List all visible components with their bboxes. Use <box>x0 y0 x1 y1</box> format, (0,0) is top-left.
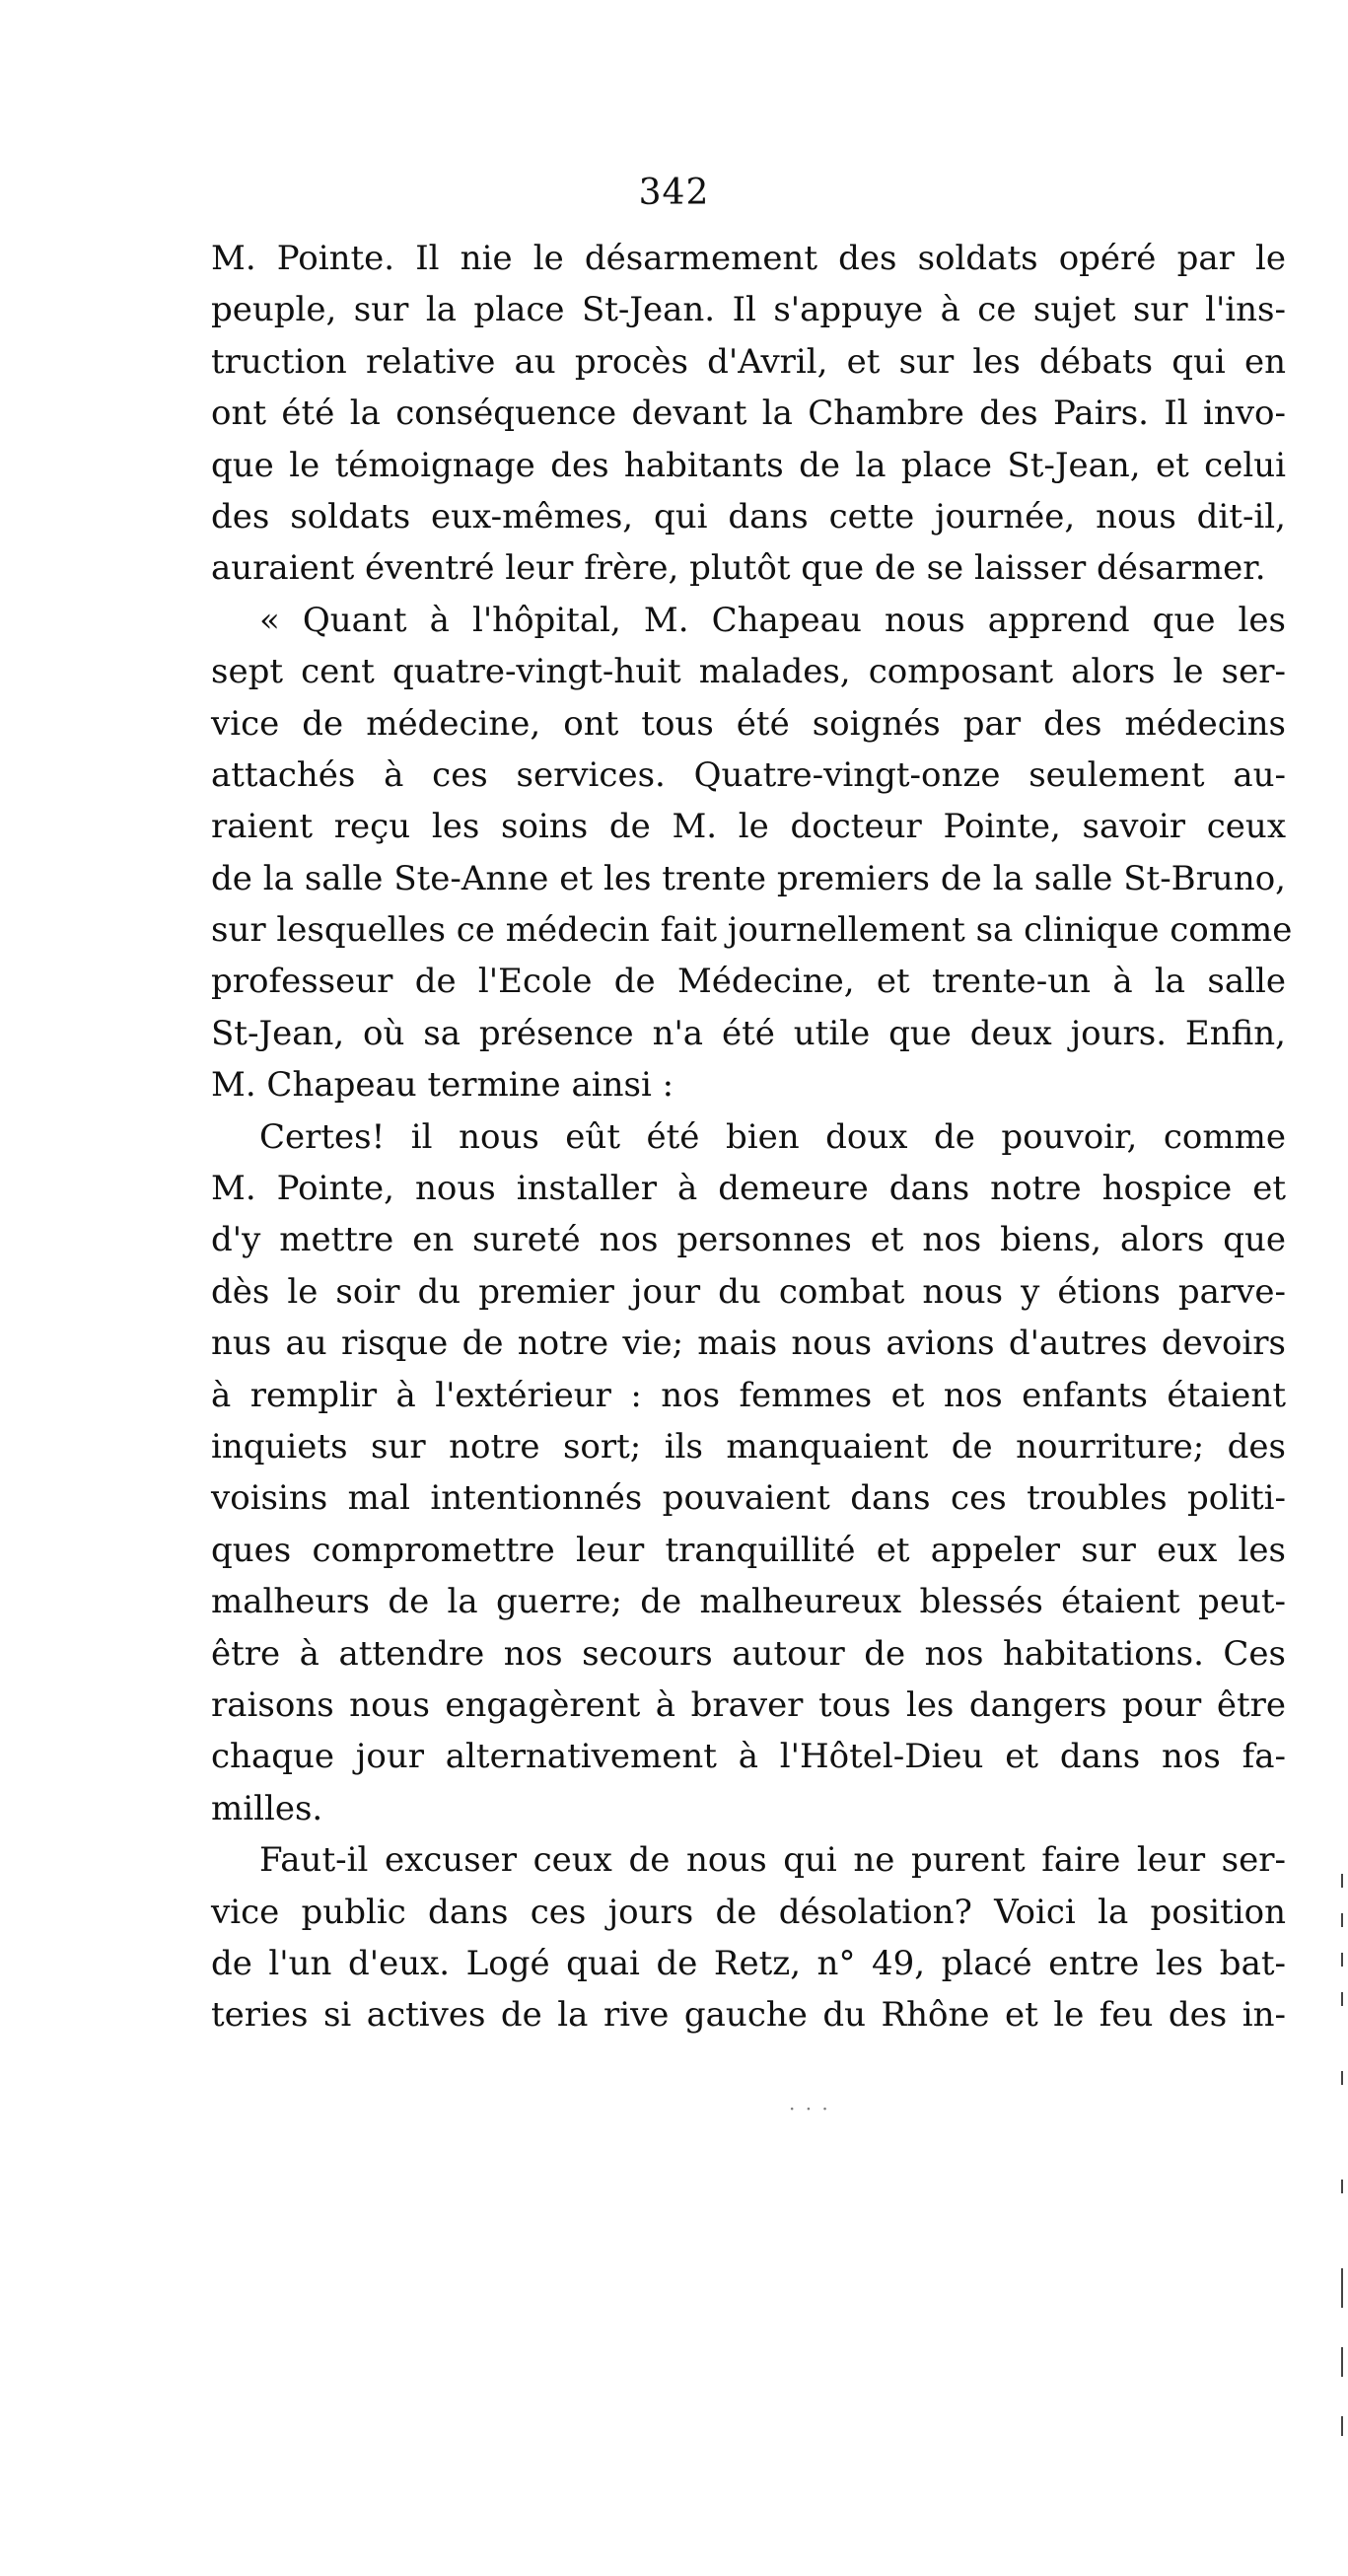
text-line: peuple, sur la place St-Jean. Il s'appuye à ce sujet sur l'ins- <box>211 290 1286 330</box>
text-line: dès le soir du premier jour du combat nous y étions parve- <box>211 1271 1286 1312</box>
scan-mark <box>1341 2180 1343 2193</box>
text-line: de l'un d'eux. Logé quai de Retz, n° 49, placé entre les bat- <box>211 1943 1286 1983</box>
text-line: malheurs de la guerre; de malheureux blessés étaient peut- <box>211 1582 1286 1622</box>
text-line: M. Pointe. Il nie le désarmement des soldats opéré par le <box>211 239 1286 278</box>
text-line: St-Jean, où sa présence n'a été utile que deux jours. Enfin, <box>211 1013 1286 1053</box>
text-line: « Quant à l'hôpital, M. Chapeau nous apprend que les <box>259 600 1286 640</box>
text-line: sept cent quatre-vingt-huit malades, composant alors le ser- <box>211 652 1286 692</box>
text-line: raient reçu les soins de M. le docteur Pointe, savoir ceux <box>211 807 1286 847</box>
page-text <box>211 233 1293 2041</box>
text-line: être à attendre nos secours autour de nos habitations. Ces <box>211 1633 1286 1674</box>
text-line: voisins mal intentionnés pouvaient dans ces troubles politi- <box>211 1478 1286 1519</box>
page-number: 342 <box>638 173 710 213</box>
text-line: Faut-il excuser ceux de nous qui ne purent faire leur ser- <box>259 1840 1286 1881</box>
text-line: raisons nous engagèrent à braver tous les dangers pour être <box>211 1684 1286 1725</box>
text-line: que le témoignage des habitants de la place St-Jean, et celui <box>211 445 1286 485</box>
text-line: nus au risque de notre vie; mais nous avions d'autres devoirs <box>211 1324 1286 1364</box>
scan-mark <box>1341 1992 1343 2006</box>
scan-mark <box>1341 1913 1343 1927</box>
text-line: vice de médecine, ont tous été soignés par des médecins <box>211 703 1286 744</box>
scan-mark <box>1341 2071 1343 2085</box>
text-line: ont été la conséquence devant la Chambre des Pairs. Il invo- <box>211 394 1286 434</box>
text-line: d'y mettre en sureté nos personnes et nos biens, alors que <box>211 1220 1286 1260</box>
text-line: auraient éventré leur frère, plutôt que de se laisser désarmer. <box>211 548 1266 589</box>
ink-smudge: · · · <box>789 2097 830 2120</box>
text-line: truction relative au procès d'Avril, et sur les débats qui en <box>211 341 1286 382</box>
margin-scan-marks <box>1341 1874 1345 2466</box>
scan-mark <box>1341 1874 1343 1888</box>
text-line: M. Pointe, nous installer à demeure dans notre hospice et <box>211 1169 1286 1209</box>
text-line: milles. <box>211 1788 323 1828</box>
text-line: à remplir à l'extérieur : nos femmes et nos enfants étaient <box>211 1375 1286 1415</box>
scan-mark <box>1341 2416 1343 2436</box>
text-line: M. Chapeau termine ainsi : <box>211 1065 674 1106</box>
text-line: attachés à ces services. Quatre-vingt-onze seulement au- <box>211 754 1286 795</box>
text-line: ques compromettre leur tranquillité et appeler sur eux les <box>211 1530 1286 1570</box>
text-line: Certes! il nous eût été bien doux de pouvoir, comme <box>259 1116 1286 1157</box>
text-line: de la salle Ste-Anne et les trente premiers de la salle St-Bruno, <box>211 858 1286 898</box>
text-line: vice public dans ces jours de désolation? Voici la position <box>211 1892 1286 1932</box>
text-line: inquiets sur notre sort; ils manquaient de nourriture; des <box>211 1426 1286 1467</box>
scan-mark <box>1341 1953 1343 1967</box>
scan-mark <box>1341 2347 1343 2377</box>
text-line: chaque jour alternativement à l'Hôtel-Dieu et dans nos fa- <box>211 1737 1286 1777</box>
scan-mark <box>1341 2268 1343 2308</box>
text-line: professeur de l'Ecole de Médecine, et trente-un à la salle <box>211 962 1286 1002</box>
text-line: teries si actives de la rive gauche du Rhône et le feu des in- <box>211 1995 1286 2036</box>
text-line: des soldats eux-mêmes, qui dans cette journée, nous dit-il, <box>211 496 1286 537</box>
text-line: sur lesquelles ce médecin fait journellement sa clinique comme <box>211 910 1293 951</box>
